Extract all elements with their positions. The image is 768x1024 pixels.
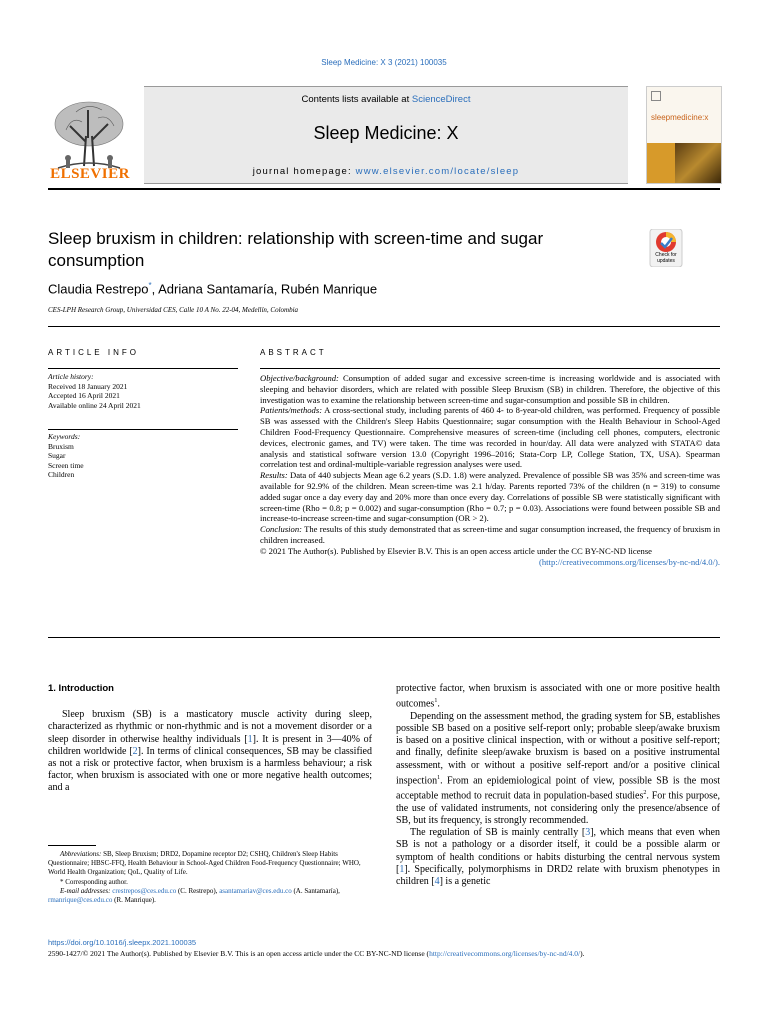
issn-license-line: [48, 949, 585, 958]
abstract-results: [260, 470, 720, 524]
text-run: . From an epidemiological point of view, possible SB is the most acceptable method to recruit data in population-based studies: [396, 775, 720, 802]
conclusion-text: The results of this study demonstrated that as screen-time and sugar consumption increased, the frequency of bruxism in children increased.: [260, 524, 720, 545]
paragraph: [396, 711, 720, 827]
results-text: Data of 440 subjects Mean age 6.2 years (S.D. 1.8) were analyzed. Prevalence of possible SB was 35% and screen-time was available for 92.9% of the children. Mean screen-time was 2.1 h/day. Parents reported 73% of the children (n = 319) to consume added sugar once a day every day and 20% more than once every day. Correlations of possible SB were statistically significant with screen-time (Rho = 0.8; p = 0.002) and sugar-consumption (Rho = 0.7; p = 0.03). Associations were found between possible SB and increase-to-increase screen-time and sugar-consumption (OR > 2).: [260, 470, 720, 524]
abstract-rule: [260, 368, 720, 369]
abbreviations-text: SB, Sleep Bruxism; DRD2, Dopamine receptor D2; CSHQ, Children's Sleep Habits Questionnaire; HBSC-FFQ, Health Behaviour in School-Aged Children Food-Frequency Questionnaire; WHO, World Health Organization; QoL, Quality of Life.: [48, 850, 361, 877]
online-date: Available online 24 April 2021: [48, 400, 141, 410]
abstract-heading: ABSTRACT: [260, 348, 327, 357]
keywords-block: [48, 432, 238, 480]
abstract-methods: [260, 405, 720, 470]
issn-text: 2590-1427/© 2021 The Author(s). Published by Elsevier B.V. This is an open access article under the CC BY-NC-ND license (: [48, 949, 430, 958]
text-run: ]. In terms of clinical consequences, SB may be classified as not a risk or protective factor, when bruxism is a harmless behaviour; a risk factor, when bruxism is associated with one or more negative health outcomes; and a: [48, 745, 372, 794]
reference-link[interactable]: 1: [399, 863, 405, 875]
license-text: © 2021 The Author(s). Published by Elsevier B.V. This is an open access article under the CC BY-NC-ND license: [260, 545, 652, 556]
keywords-label: Keywords:: [48, 432, 81, 441]
text-run: ], which means that even when SB is not a pathology or a disorder itself, it could be a possible alarm or symptom of health conditions or habits disturbing the central nervous system [: [396, 827, 720, 875]
history-label: Article history:: [48, 372, 94, 381]
license-link[interactable]: (http://creativecommons.org/licenses/by-nc-nd/4.0/).: [539, 556, 720, 567]
cover-emblem-icon: [651, 91, 661, 101]
abstract-bottom-rule: [48, 637, 720, 638]
homepage-prefix: journal homepage:: [252, 166, 356, 177]
article-info-heading: ARTICLE INFO: [48, 348, 139, 357]
affiliation: CES-LPH Research Group, Universidad CES, Calle 10 A No. 22-04, Medellín, Colombia: [48, 306, 299, 314]
author-list: [48, 281, 377, 296]
accepted-date: Accepted 16 April 2021: [48, 391, 120, 400]
abstract-background: [260, 373, 720, 405]
header-rule: [48, 188, 720, 190]
conclusion-label: Conclusion:: [260, 524, 303, 535]
title-rule: [48, 326, 720, 327]
email-link[interactable]: asantamariav@ces.edu.co: [219, 886, 292, 895]
keyword: Bruxism: [48, 441, 74, 451]
corresponding-note: * Corresponding author.: [60, 877, 128, 886]
text-run: The regulation of SB is mainly centrally [: [410, 827, 586, 839]
text-run: protective factor, when bruxism is associated with one or more positive health outcomes: [396, 683, 720, 710]
journal-header: [48, 86, 720, 182]
abstract-body: [260, 373, 720, 567]
methods-label: Patients/methods:: [260, 405, 323, 416]
cover-image: [675, 143, 721, 183]
keywords-rule: [48, 429, 238, 430]
contents-prefix: Contents lists available at: [301, 94, 412, 105]
text-run: ] is a genetic: [439, 876, 491, 888]
text-run: (R. Manrique).: [112, 896, 156, 905]
background-label: Objective/background:: [260, 373, 339, 383]
journal-banner: [144, 86, 628, 184]
abstract-license: [260, 546, 720, 568]
text-run: Depending on the assessment method, the grading system for SB, establishes possible SB based on a positive self-report only; probable sleep/awake bruxism is based on a positive clinical inspection, with or without a positive self-report; and finally, definite sleep/awake bruxism is based on a positive instrumental assessment, with or without a positive self-report and/or a positive clinical inspection: [396, 710, 720, 787]
superscript: 2: [643, 790, 647, 797]
article-history: [48, 372, 238, 410]
results-label: Results:: [260, 470, 288, 481]
text-run: ]. Specifically, polymorphisms in DRD2 relate with bruxism phenotypes in children [: [396, 863, 720, 888]
reference-link[interactable]: 1: [247, 733, 253, 745]
elsevier-wordmark: ELSEVIER: [50, 166, 130, 182]
body-left-column: [48, 683, 372, 795]
text-run: ]. It is present in 3—40% of children worldwide [: [48, 733, 372, 757]
author-others: , Adriana Santamaría, Rubén Manrique: [151, 281, 378, 297]
author-primary: Claudia Restrepo: [48, 281, 149, 297]
journal-title: Sleep Medicine: X: [313, 123, 459, 143]
text-run: Sleep bruxism (SB) is a masticatory muscle activity during sleep, characterized as rhythmic or non-rhythmic and is not a movement disorder or a sleep disorder in otherwise healthy individuals [: [48, 709, 372, 745]
abstract-conclusion: [260, 524, 720, 546]
paragraph: [396, 827, 720, 888]
abbreviations-label: Abbreviations:: [60, 850, 102, 858]
text-run: (A. Santamaría),: [291, 886, 340, 895]
check-for-updates-label: Check for updates: [655, 252, 677, 264]
journal-cover-thumbnail[interactable]: [646, 86, 722, 184]
footnote-rule: [48, 845, 96, 846]
keyword: Screen time: [48, 460, 84, 470]
issn-end: ).: [580, 949, 585, 958]
email-link[interactable]: crestrepos@ces.edu.co: [112, 886, 177, 895]
corresponding-author-mark[interactable]: *: [148, 281, 152, 290]
journal-citation[interactable]: Sleep Medicine: X 3 (2021) 100035: [321, 58, 447, 67]
cover-title: sleepmedicine:x: [651, 113, 709, 122]
text-run: .: [437, 698, 440, 710]
keyword: Children: [48, 470, 75, 479]
footnotes: [48, 850, 372, 905]
abbreviations-note: [48, 850, 372, 878]
methods-text: A cross-sectional study, including parents of 460 4- to 8-year-old children, was performed. Frequency of possible SB was assessed with the Children's Sleep Habits Questionnaire; sugar consumption with the Health Behaviour in School-Aged Children Food-Frequency Questionnaire. Comprehensive measures of screen-time (including cell phones, computers, electronic devices, electronic games, and TV) were taken. The time was recorded in hour/day. All data were analyzed with STATA© data analysis and statistical software version 13.0 (Copyright 1996–2016; Stata-Corp LP, College Station, TX, USA). Spearman correlation test and ordinal-multiple-variable regression analyses were used.: [260, 405, 720, 470]
cover-stripe: [647, 143, 675, 183]
issn-license-link[interactable]: http://creativecommons.org/licenses/by-nc-nd/4.0/: [429, 949, 581, 958]
text-run: . For this purpose, the use of validated instruments, not considering only the presence/absence of SB, but its frequency, is strongly recommended.: [396, 790, 721, 827]
section-heading-introduction: 1. Introduction: [48, 683, 114, 694]
reference-link[interactable]: 3: [585, 827, 591, 839]
email-label: E-mail addresses:: [60, 886, 111, 895]
paragraph: [396, 683, 720, 711]
keyword: Sugar: [48, 451, 66, 460]
article-info-rule: [48, 368, 238, 369]
doi-link[interactable]: https://doi.org/10.1016/j.sleepx.2021.100035: [48, 938, 197, 947]
text-run: (C. Restrepo),: [176, 886, 220, 895]
email-note: [48, 887, 372, 905]
contents-line: [144, 94, 628, 105]
background-text: Consumption of added sugar and excessive screen-time is increasing worldwide and is associated with sleeping and behavior disorders, which are related with possible Sleep Bruxism (SB) in children. Therefore, the objective of this investigation was to examine the relationship between screen-time and sugar-consumption and possible SB in children.: [260, 373, 720, 405]
body-right-column: [396, 683, 720, 888]
reference-link[interactable]: 4: [434, 876, 440, 888]
homepage-link[interactable]: www.elsevier.com/locate/sleep: [355, 166, 520, 177]
received-date: Received 18 January 2021: [48, 381, 128, 391]
sciencedirect-link[interactable]: ScienceDirect: [411, 94, 471, 105]
homepage-line: [144, 166, 628, 177]
email-link[interactable]: rmanrique@ces.edu.co: [48, 896, 113, 905]
paragraph: [48, 709, 372, 794]
superscript: 1: [434, 698, 438, 705]
reference-link[interactable]: 2: [132, 745, 138, 757]
superscript: 1: [437, 774, 441, 781]
article-title: Sleep bruxism in children: relationship with screen-time and sugar consumption: [48, 229, 544, 270]
